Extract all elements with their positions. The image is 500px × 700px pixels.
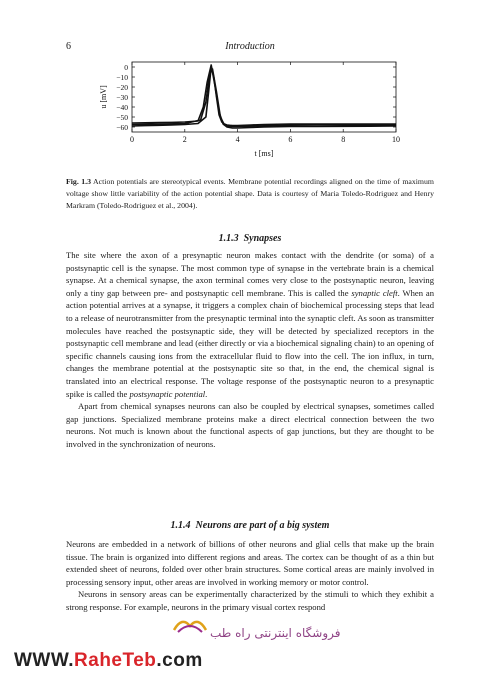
watermark-persian-text: فروشگاه اینترنتی راه طب bbox=[210, 626, 341, 640]
x-tick-label: 4 bbox=[235, 135, 240, 144]
paragraph: Neurons are embedded in a network of billions of other neurons and glial cells that make up the brain tissue. The brain is organized into different regions and areas. The cortex can be thought of as a thin but extended sheet of neurons, folded over other brain structures. Some cortical areas are mainly involved in processing sensory input, other areas are involved in working memory or motor control. bbox=[66, 539, 434, 587]
voltage-trace-2 bbox=[132, 65, 396, 128]
plot-frame bbox=[132, 62, 396, 132]
page-header bbox=[66, 41, 434, 55]
x-tick-label: 2 bbox=[182, 135, 187, 144]
section-body-synapses bbox=[66, 249, 434, 451]
paragraph: Apart from chemical synapses neurons can also be coupled by electrical synapses, sometimes called gap junctions. Specialized membrane proteins make a direct electrical connection between the two neurons. Not much is known about the functional aspects of gap junctions, but they are thought to be involved in the synchronization of neurons. bbox=[66, 401, 434, 449]
x-tick-label: 6 bbox=[288, 135, 293, 144]
paragraph: Neurons in sensory areas can be experimentally characterized by the stimuli to which they exhibit a strong response. For example, neurons in the primary visual cortex respond bbox=[66, 589, 434, 612]
watermark-url-prefix: WWW. bbox=[14, 650, 75, 671]
y-axis-label: u [mV] bbox=[99, 85, 108, 109]
page-number: 6 bbox=[66, 41, 71, 52]
section-heading-synapses bbox=[66, 233, 434, 244]
y-tick-label: 0 bbox=[124, 63, 128, 72]
watermark bbox=[0, 608, 500, 700]
emphasis-synaptic-cleft: synaptic cleft bbox=[351, 287, 398, 298]
section-number: 1.1.4 bbox=[170, 520, 191, 531]
y-tick-label: −10 bbox=[116, 73, 128, 82]
y-tick-label: −60 bbox=[116, 123, 128, 132]
section-number: 1.1.3 bbox=[218, 233, 239, 244]
section-heading-big-system bbox=[66, 520, 434, 531]
membrane-potential-chart bbox=[66, 58, 434, 170]
watermark-url-brand: RaheTeb bbox=[74, 650, 157, 671]
y-tick-label: −40 bbox=[116, 103, 128, 112]
y-tick-label: −50 bbox=[116, 113, 128, 122]
x-axis-label: t [ms] bbox=[254, 149, 274, 158]
paragraph bbox=[66, 249, 434, 400]
section-title: Synapses bbox=[243, 233, 282, 244]
watermark-url bbox=[14, 650, 203, 672]
y-tick-label: −30 bbox=[116, 93, 128, 102]
watermark-url-suffix: .com bbox=[156, 650, 203, 671]
voltage-trace-1 bbox=[132, 67, 396, 126]
emphasis-postsynaptic-potential: postsynaptic potential bbox=[129, 388, 206, 399]
y-tick-label: −20 bbox=[116, 83, 128, 92]
x-tick-label: 0 bbox=[130, 135, 134, 144]
watermark-logo-icon bbox=[170, 612, 210, 634]
x-tick-label: 10 bbox=[392, 135, 400, 144]
caption-text: Action potentials are stereotypical events. Membrane potential recordings aligned on the time of maximum voltage show little variability of the action potential shape. Data is courtesy of Maria Toledo-Rodriguez and Henry Markram (Toledo-Rodriguez et al., 2004). bbox=[66, 177, 434, 210]
running-title: Introduction bbox=[225, 41, 275, 52]
figure-action-potential bbox=[66, 58, 434, 170]
section-title: Neurons are part of a big system bbox=[195, 520, 330, 531]
paragraph-text: . bbox=[205, 388, 208, 399]
section-body-big-system bbox=[66, 538, 434, 614]
voltage-trace-3 bbox=[132, 69, 396, 127]
paragraph-text: The site where the axon of a presynaptic neuron makes contact with the dendrite (or soma) of a postsynaptic cell is the synapse. The most common type of synapse in the vertebrate brain is a chemical synapse. At a chemical synapse, the axon terminal comes very close to the postsynaptic neuron, leaving only a tiny gap between pre- and postsynaptic cell membrane. This is called the bbox=[66, 250, 434, 298]
paragraph-text: . When an action potential arrives at a synapse, it triggers a complex chain of biochemical processing steps that lead to a release of neurotransmitter from the presynaptic terminal into the synaptic cleft. As soon as transmitter molecules have reached the postsynaptic side, they will be detected by specialized receptors in the postsynaptic cell membrane and lead (either directly or via a biochemical signaling chain) to an opening of specific channels causing ions from the extracellular fluid to flow into the cell. The ion influx, in turn, changes the membrane potential at the postsynaptic site so that, in the end, the chemical signal is translated into an electrical response. The voltage response of the postsynaptic neuron to a presynaptic spike is called the bbox=[66, 287, 434, 399]
figure-label: Fig. 1.3 bbox=[66, 177, 91, 186]
figure-caption bbox=[66, 176, 434, 212]
x-tick-label: 8 bbox=[341, 135, 346, 144]
